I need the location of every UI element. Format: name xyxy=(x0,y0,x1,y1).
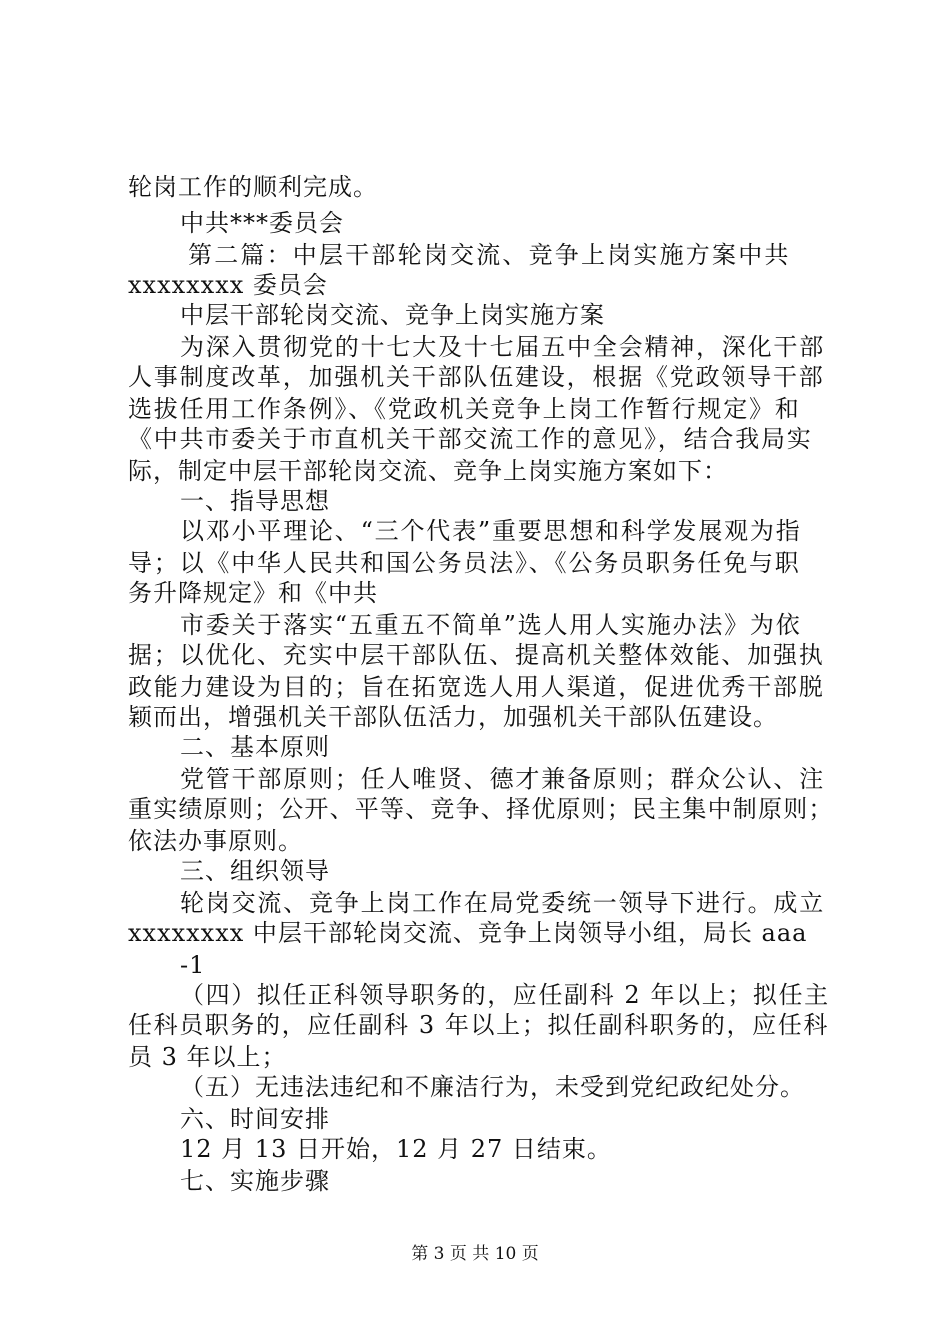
section-heading: 三、组织领导 xyxy=(180,857,330,885)
paragraph-line: 颖而出，增强机关干部队伍活力，加强机关干部队伍建设。 xyxy=(128,703,778,731)
paragraph-line: 据；以优化、充实中层干部队伍、提高机关整体效能、加强执 xyxy=(128,641,825,669)
section-heading: 六、时间安排 xyxy=(180,1105,330,1133)
paragraph-line: 为深入贯彻党的十七大及十七届五中全会精神，深化干部 xyxy=(180,333,825,361)
text-line: 轮岗工作的顺利完成。 xyxy=(128,173,378,201)
section-title: 第二篇：中层干部轮岗交流、竞争上岗实施方案中共 xyxy=(188,241,791,269)
page-marker: -1 xyxy=(180,951,206,979)
paragraph-line: 选拔任用工作条例》、《党政机关竞争上岗工作暂行规定》和 xyxy=(128,395,801,423)
section-heading: 七、实施步骤 xyxy=(180,1167,330,1195)
document-heading: 中层干部轮岗交流、竞争上岗实施方案 xyxy=(180,301,605,329)
paragraph-line: xxxxxxxx 中层干部轮岗交流、竞争上岗领导小组，局长 aaa xyxy=(128,919,808,947)
paragraph-line: 以邓小平理论、“三个代表”重要思想和科学发展观为指 xyxy=(180,517,802,545)
paragraph-line: 市委关于落实“五重五不简单”选人用人实施办法》为依 xyxy=(180,611,802,639)
signature-line: 中共***委员会 xyxy=(180,209,344,237)
paragraph-line: 依法办事原则。 xyxy=(128,827,303,855)
paragraph-line: 重实绩原则；公开、平等、竞争、择优原则；民主集中制原则； xyxy=(128,795,834,823)
paragraph-line: 人事制度改革，加强机关干部队伍建设，根据《党政领导干部 xyxy=(128,363,825,391)
paragraph-line: 员 3 年以上； xyxy=(128,1043,287,1071)
paragraph-line: （五）无违法违纪和不廉洁行为，未受到党纪政纪处分。 xyxy=(180,1073,805,1101)
paragraph-line: 轮岗交流、竞争上岗工作在局党委统一领导下进行。成立 xyxy=(180,889,825,917)
paragraph-line: 政能力建设为目的；旨在拓宽选人用人渠道，促进优秀干部脱 xyxy=(128,673,825,701)
paragraph-line: 务升降规定》和《中共 xyxy=(128,579,378,607)
page-number-footer: 第 3 页 共 10 页 xyxy=(411,1244,539,1264)
paragraph-line: 任科员职务的，应任副科 3 年以上；拟任副科职务的，应任科 xyxy=(128,1011,829,1039)
paragraph-line: 12 月 13 日开始，12 月 27 日结束。 xyxy=(180,1135,612,1163)
section-title-continuation: xxxxxxxx 委员会 xyxy=(128,271,328,299)
paragraph-line: 导；以《中华人民共和国公务员法》、《公务员职务任免与职 xyxy=(128,549,801,577)
paragraph-line: 《中共市委关于市直机关干部交流工作的意见》，结合我局实 xyxy=(128,425,813,453)
paragraph-line: 际，制定中层干部轮岗交流、竞争上岗实施方案如下： xyxy=(128,457,728,485)
section-heading: 一、指导思想 xyxy=(180,487,330,515)
paragraph-line: （四）拟任正科领导职务的，应任副科 2 年以上；拟任主 xyxy=(180,981,830,1009)
section-heading: 二、基本原则 xyxy=(180,733,330,761)
paragraph-line: 党管干部原则；任人唯贤、德才兼备原则；群众公认、注 xyxy=(180,765,825,793)
